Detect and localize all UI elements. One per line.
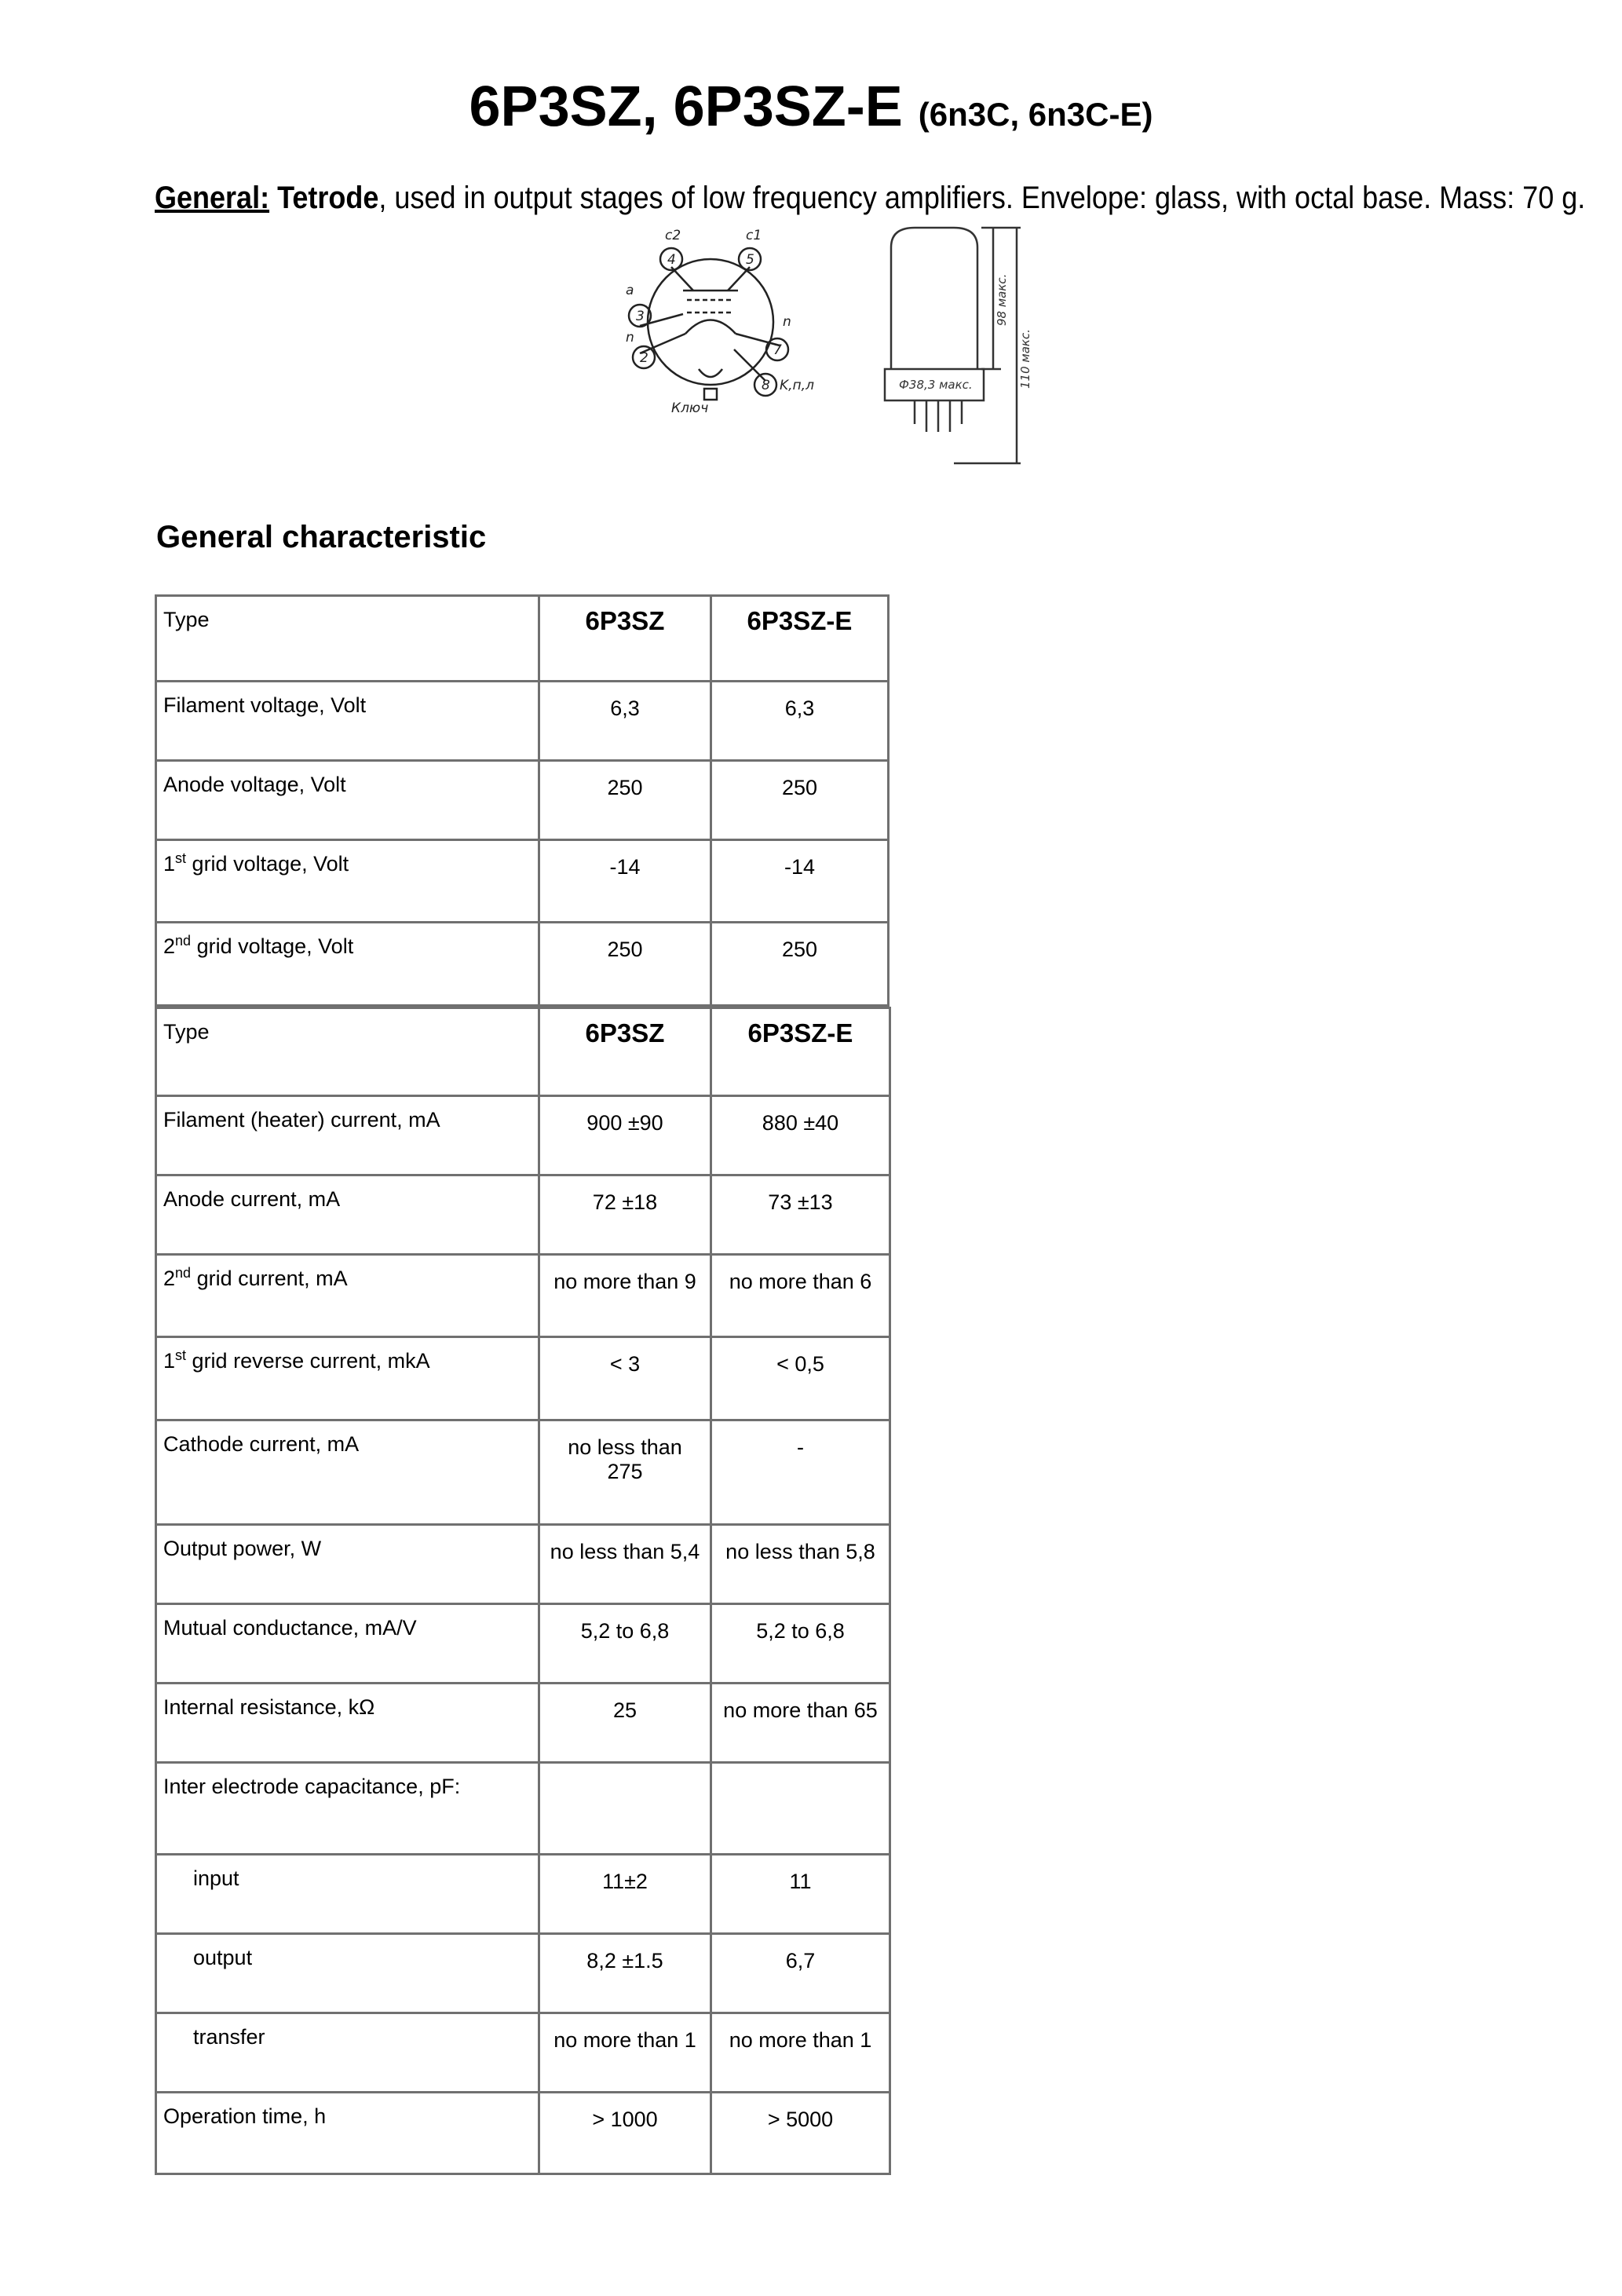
- row-label: [156, 840, 539, 923]
- row-value-2: [711, 1763, 890, 1855]
- ordinal-number: 1: [163, 1349, 176, 1373]
- table-row: [156, 682, 889, 761]
- row-label-text: grid reverse current, mkA: [186, 1349, 430, 1373]
- row-value-2: 5,2 to 6,8: [711, 1604, 890, 1684]
- row-value-1: no more than 1: [539, 2013, 711, 2093]
- row-value-2: 250: [711, 761, 889, 840]
- table-row: [156, 840, 889, 923]
- row-label: Output power, W: [156, 1525, 539, 1604]
- table-row: [156, 1420, 890, 1525]
- row-value-2: 11: [711, 1855, 890, 1934]
- row-value-2: > 5000: [711, 2093, 890, 2174]
- table-row: [156, 761, 889, 840]
- row-label-text: grid voltage, Volt: [191, 934, 354, 958]
- row-value-2: no more than 65: [711, 1684, 890, 1763]
- row-value-2: no less than 5,8: [711, 1525, 890, 1604]
- row-value-1: 5,2 to 6,8: [539, 1604, 711, 1684]
- row-value-1: -14: [539, 840, 711, 923]
- pin-diagram: [608, 228, 828, 416]
- pin-7-label: 7: [773, 342, 782, 358]
- table-row: [156, 1255, 890, 1337]
- ordinal-suffix: nd: [175, 933, 192, 949]
- row-value-2: 6,3: [711, 682, 889, 761]
- diag-label-c2: c2: [665, 228, 681, 243]
- row-value-1-line2: 275: [607, 1460, 643, 1483]
- page-title: [0, 75, 1622, 138]
- general-description: [155, 181, 1585, 216]
- row-value-1: 8,2 ±1.5: [539, 1934, 711, 2013]
- tube-length-body: 98 макс.: [995, 273, 1009, 326]
- row-label: [156, 1337, 539, 1420]
- tube-outline-drawing: [852, 224, 1044, 475]
- table-row: [156, 1763, 890, 1855]
- row-label: transfer: [156, 2013, 539, 2093]
- row-value-2: -14: [711, 840, 889, 923]
- pin-8-label: 8: [762, 378, 770, 393]
- row-value-1: [539, 1763, 711, 1855]
- header-col1: 6P3SZ: [539, 1008, 711, 1096]
- row-label: Internal resistance, kΩ: [156, 1684, 539, 1763]
- general-label: General:: [155, 181, 270, 215]
- title-main: 6P3SZ, 6P3SZ-E: [469, 75, 903, 138]
- row-value-1: 6,3: [539, 682, 711, 761]
- header-col2: 6P3SZ-E: [711, 596, 889, 682]
- general-text: , used in output stages of low frequency amplifiers. Envelope: glass, with octal base. Mass: 70 g.: [378, 181, 1586, 215]
- row-label-text: grid current, mA: [191, 1267, 348, 1290]
- characteristics-table-2: [155, 1007, 891, 2175]
- row-value-2: 73 ±13: [711, 1175, 890, 1255]
- row-value-2: -: [711, 1420, 890, 1525]
- row-label: [156, 1255, 539, 1337]
- general-keyword: Tetrode: [277, 181, 379, 215]
- row-label-text: grid voltage, Volt: [186, 852, 349, 876]
- row-value-1: [539, 1420, 711, 1525]
- pin-4-label: 4: [667, 252, 676, 268]
- table-row: [156, 1934, 890, 2013]
- table-row: [156, 1525, 890, 1604]
- row-value-1: no less than 5,4: [539, 1525, 711, 1604]
- ordinal-number: 2: [163, 1267, 176, 1290]
- characteristics-table-1: [155, 594, 890, 1007]
- diag-label-key: Ключ: [671, 400, 709, 416]
- row-label: Mutual conductance, mA/V: [156, 1604, 539, 1684]
- table-header-row: [156, 1008, 890, 1096]
- row-value-1: 72 ±18: [539, 1175, 711, 1255]
- row-value-1: no more than 9: [539, 1255, 711, 1337]
- row-label: Inter electrode capacitance, pF:: [156, 1763, 539, 1855]
- ordinal-suffix: st: [175, 850, 187, 866]
- table-row: [156, 923, 889, 1006]
- ordinal-number: 1: [163, 852, 176, 876]
- table-row: [156, 2013, 890, 2093]
- row-label: Operation time, h: [156, 2093, 539, 2174]
- row-label: [156, 923, 539, 1006]
- row-value-1: 250: [539, 761, 711, 840]
- row-value-1: 250: [539, 923, 711, 1006]
- row-label: Anode current, mA: [156, 1175, 539, 1255]
- diag-label-n-right: n: [783, 314, 791, 330]
- row-value-2: 6,7: [711, 1934, 890, 2013]
- ordinal-number: 2: [163, 934, 176, 958]
- row-value-1: 25: [539, 1684, 711, 1763]
- row-label: output: [156, 1934, 539, 2013]
- table-header-row: [156, 596, 889, 682]
- row-value-1: 11±2: [539, 1855, 711, 1934]
- row-label: input: [156, 1855, 539, 1934]
- row-value-2: 880 ±40: [711, 1096, 890, 1175]
- row-label: Filament (heater) current, mA: [156, 1096, 539, 1175]
- table-row: [156, 1604, 890, 1684]
- table-row: [156, 1684, 890, 1763]
- row-label: Anode voltage, Volt: [156, 761, 539, 840]
- pin-5-label: 5: [746, 252, 754, 268]
- header-type: Type: [156, 596, 539, 682]
- ordinal-suffix: st: [175, 1347, 187, 1363]
- title-sub: (6n3C, 6n3C-E): [918, 96, 1153, 133]
- row-value-2: 250: [711, 923, 889, 1006]
- ordinal-suffix: nd: [175, 1265, 192, 1281]
- row-label: Filament voltage, Volt: [156, 682, 539, 761]
- table-row: [156, 1337, 890, 1420]
- pin-2-label: 2: [640, 350, 648, 366]
- row-value-1-line1: no less than: [568, 1435, 682, 1459]
- tube-length-total: 110 макс.: [1018, 329, 1032, 389]
- table-row: [156, 1096, 890, 1175]
- row-label: Cathode current, mA: [156, 1420, 539, 1525]
- row-value-2: no more than 1: [711, 2013, 890, 2093]
- pin-3-label: 3: [636, 309, 645, 324]
- diag-label-c1: c1: [746, 228, 762, 243]
- header-col1: 6P3SZ: [539, 596, 711, 682]
- diag-label-a: a: [626, 283, 634, 298]
- header-col2: 6P3SZ-E: [711, 1008, 890, 1096]
- table-row: [156, 1855, 890, 1934]
- header-type: Type: [156, 1008, 539, 1096]
- table-row: [156, 2093, 890, 2174]
- diag-label-n-left: n: [626, 330, 634, 345]
- row-value-1: > 1000: [539, 2093, 711, 2174]
- row-value-1: 900 ±90: [539, 1096, 711, 1175]
- row-value-1: < 3: [539, 1337, 711, 1420]
- table-row: [156, 1175, 890, 1255]
- tube-diameter: Ф38,3 макс.: [899, 378, 973, 392]
- section-title: General characteristic: [156, 520, 487, 554]
- diag-label-k: K,п,л: [780, 378, 814, 393]
- row-value-2: < 0,5: [711, 1337, 890, 1420]
- row-value-2: no more than 6: [711, 1255, 890, 1337]
